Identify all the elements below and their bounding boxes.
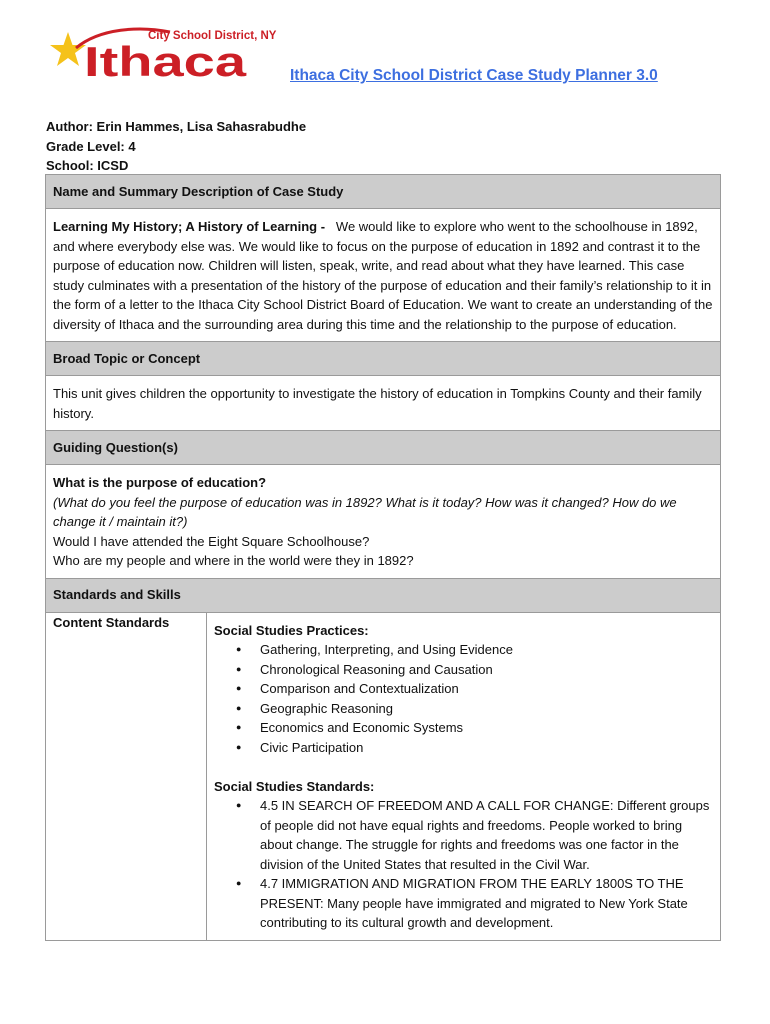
standards-title: Social Studies Standards: [214, 778, 375, 794]
logo-wordmark: Ithaca [84, 38, 247, 85]
standards-list [214, 796, 713, 933]
list-item: ● Comparison and Contextualization [214, 679, 713, 699]
page-title: Ithaca City School District Case Study Planner 3.0 [290, 67, 658, 84]
section-header-summary [46, 175, 721, 209]
standards-row [46, 612, 721, 940]
section-header-topic [46, 342, 721, 376]
question-people: Who are my people and where in the world were they in 1892? [53, 553, 414, 568]
list-item: ● Chronological Reasoning and Causation [214, 660, 713, 680]
topic-header: Broad Topic or Concept [46, 342, 721, 376]
star-icon [50, 32, 86, 66]
main-question: What is the purpose of education? [53, 475, 267, 490]
list-item: ● Civic Participation [214, 738, 713, 758]
section-header-questions [46, 431, 721, 465]
standards-cell [207, 612, 721, 940]
school-line: School: ICSD [46, 158, 129, 173]
practices-list [214, 640, 713, 757]
summary-cell [46, 209, 721, 342]
topic-text: This unit gives children the opportunity to investigate the history of education in Tompkins County and their family history. [46, 376, 721, 431]
district-logo [50, 26, 277, 85]
topic-row [46, 376, 721, 431]
summary-lead: Learning My History; A History of Learning - [53, 219, 326, 234]
list-item: ● 4.7 IMMIGRATION AND MIGRATION FROM THE EARLY 1800S TO THE PRESENT: Many people have immigrated and migrated to New York State contributing to its cultural growth and development. [214, 874, 713, 933]
questions-row [46, 465, 721, 579]
sub-question: (What do you feel the purpose of education was in 1892? What is it today? How was it changed? How do we change it / maintain it?) [53, 494, 677, 529]
summary-row [46, 209, 721, 342]
summary-text: We would like to explore who went to the schoolhouse in 1892, and where everybody else was. We would like to focus on the purpose of education in 1892 and contrast it to the purpose of education now. Children will listen, speak, write, and read about what they have learned. This case study culminates with a presentation of the history of the purpose of education and their family’s relationship to it in the form of a letter to the Ithaca City School District Board of Education. We want to create an understanding of the diversity of Ithaca and the surrounding area during this time and the relationship to the purpose of education. [53, 219, 713, 332]
question-schoolhouse: Would I have attended the Eight Square Schoolhouse? [53, 533, 370, 549]
list-item: ● Gathering, Interpreting, and Using Evidence [214, 640, 713, 660]
logo-tagline: City School District, NY [148, 30, 277, 42]
grade-line: Grade Level: 4 [46, 138, 136, 154]
content-standards-label: Content Standards [46, 612, 207, 940]
summary-header: Name and Summary Description of Case Study [46, 175, 721, 209]
author-line: Author: Erin Hammes, Lisa Sahasrabudhe [46, 119, 307, 134]
planner-table [45, 174, 721, 941]
section-header-standards [46, 578, 721, 612]
list-item: ● Geographic Reasoning [214, 699, 713, 719]
list-item: ● 4.5 IN SEARCH OF FREEDOM AND A CALL FOR CHANGE: Different groups of people did not have equal rights and freedoms. People worked to bring about change. The struggle for rights and freedoms was one factor in the division of the United States that resulted in the Civil War. [214, 796, 713, 874]
practices-title: Social Studies Practices: [214, 622, 369, 638]
list-item: ● Economics and Economic Systems [214, 718, 713, 738]
standards-header: Standards and Skills [46, 578, 721, 612]
questions-cell [46, 465, 721, 579]
questions-header: Guiding Question(s) [46, 431, 721, 465]
document-meta [46, 117, 306, 176]
